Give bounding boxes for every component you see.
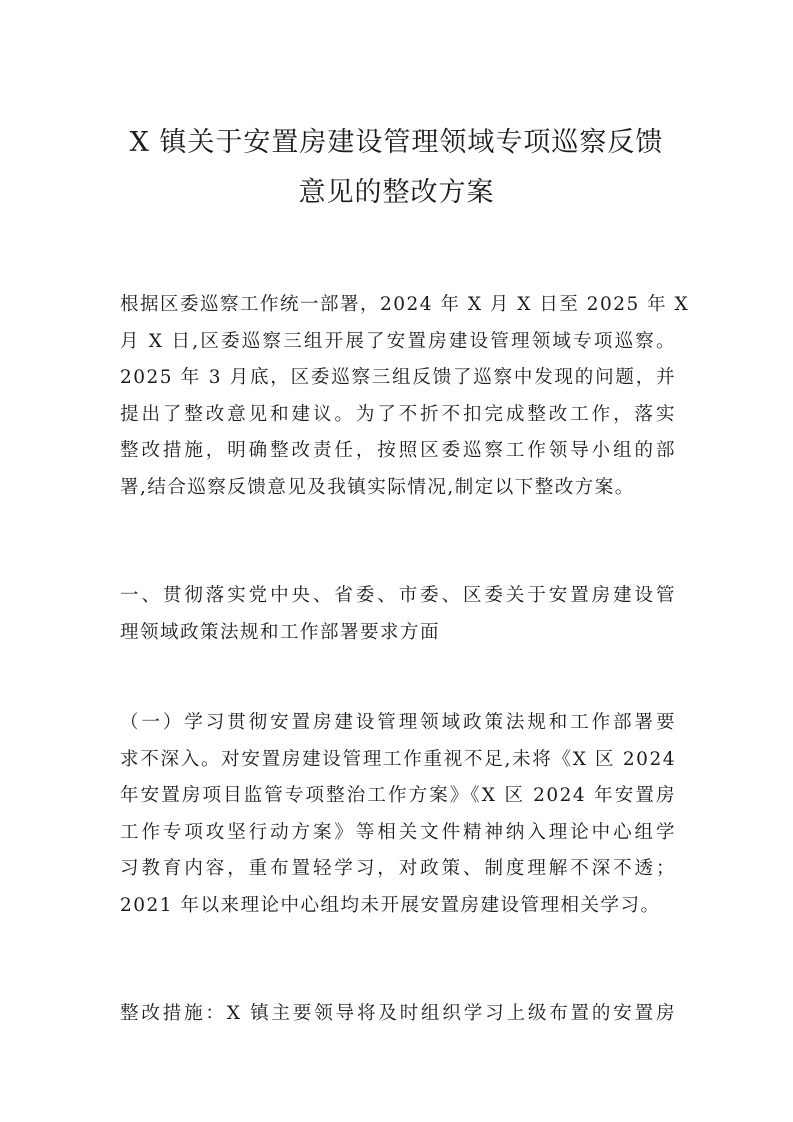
text-line: 一、贯彻落实党中央、省委、市委、区委关于安置房建设管 [120, 585, 676, 606]
text-line: 求不深入。对安置房建设管理工作重视不足,未将《X 区 2024 [120, 748, 676, 770]
text-line: 根据区委巡察工作统一部署，2024 年 X 月 X 日至 2025 年 X [120, 294, 690, 315]
text-line: 习教育内容，重布置轻学习，对政策、制度理解不深不透； [120, 858, 676, 879]
title-line: 意见的整改方案 [298, 177, 495, 208]
paragraph-issue-1 [120, 705, 676, 924]
section-heading-1 [120, 578, 676, 651]
text-line: 整改措施，明确整改责任，按照区委巡察工作领导小组的部 [120, 440, 676, 461]
text-line: 理领域政策法规和工作部署要求方面 [120, 621, 441, 643]
text-line: 工作专项攻坚行动方案》等相关文件精神纳入理论中心组学 [120, 821, 676, 843]
text-line: 年安置房项目监管专项整治工作方案》《X 区 2024 年安置房 [120, 785, 676, 806]
text-line: 2021 年以来理论中心组均未开展安置房建设管理相关学习。 [120, 894, 661, 916]
title-line: X 镇关于安置房建设管理领域专项巡察反馈 [129, 127, 664, 158]
paragraph-intro [120, 287, 690, 506]
text-line: 提出了整改意见和建议。为了不折不扣完成整改工作，落实 [120, 403, 676, 425]
text-line: 2025 年 3 月底，区委巡察三组反馈了巡察中发现的问题，并 [120, 367, 676, 388]
text-line: 整改措施：X 镇主要领导将及时组织学习上级布置的安置房 [120, 1003, 676, 1024]
paragraph-measures [120, 996, 676, 1033]
text-line: （一）学习贯彻安置房建设管理领域政策法规和工作部署要 [120, 712, 676, 733]
text-line: 署,结合巡察反馈意见及我镇实际情况,制定以下整改方案。 [120, 476, 635, 498]
document-title [100, 118, 693, 218]
text-line: 月 X 日,区委巡察三组开展了安置房建设管理领域专项巡察。 [120, 330, 676, 352]
